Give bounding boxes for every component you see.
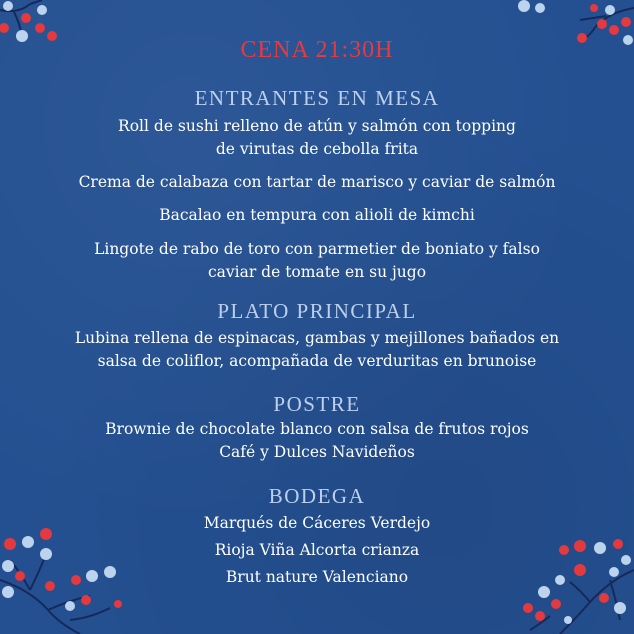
menu-title: CENA 21:30H [240, 37, 394, 63]
menu-item-line: Café y Dulces Navideños [219, 443, 415, 461]
menu-item-line: caviar de tomate en su jugo [207, 263, 427, 281]
menu-item-line: Lubina rellena de espinacas, gambas y mejillones bañados en [74, 329, 560, 347]
menu-item [40, 418, 594, 441]
menu-item-line: Crema de calabaza con tartar de marisco y caviar de salmón [78, 173, 556, 191]
menu-item [40, 171, 594, 194]
section-heading-main-course: PLATO PRINCIPAL [217, 299, 417, 323]
section-heading-starters: ENTRANTES EN MESA [194, 86, 440, 110]
menu-item-line: salsa de coliflor, acompañada de verduritas en brunoise [97, 352, 537, 370]
menu-item-line: Bacalao en tempura con alioli de kimchi [159, 206, 475, 224]
berry-branch-bottom-right-icon [520, 520, 634, 634]
menu-item [40, 441, 594, 464]
menu-item-line: Brut nature Valenciano [225, 568, 409, 586]
berry-branch-bottom-left-icon [0, 520, 140, 634]
menu-item [40, 204, 594, 227]
berry-branch-top-left-icon [0, 0, 70, 50]
menu-item-line: Lingote de rabo de toro con parmetier de boniato y falso [94, 240, 540, 258]
section-heading-wine-cellar: BODEGA [268, 484, 366, 508]
menu-item-line: Marqués de Cáceres Verdejo [203, 514, 431, 532]
menu-item [40, 238, 594, 284]
menu-item [40, 115, 594, 161]
berry-branch-top-right-icon [510, 0, 634, 50]
menu-item-line: Brownie de chocolate blanco con salsa de frutos rojos [105, 420, 529, 438]
menu-item-line: Roll de sushi relleno de atún y salmón con topping [118, 117, 516, 135]
section-heading-dessert: POSTRE [273, 392, 361, 416]
menu-item [40, 327, 594, 373]
menu-item-line: Rioja Viña Alcorta crianza [214, 541, 420, 559]
menu-item-line: de virutas de cebolla frita [215, 140, 419, 158]
